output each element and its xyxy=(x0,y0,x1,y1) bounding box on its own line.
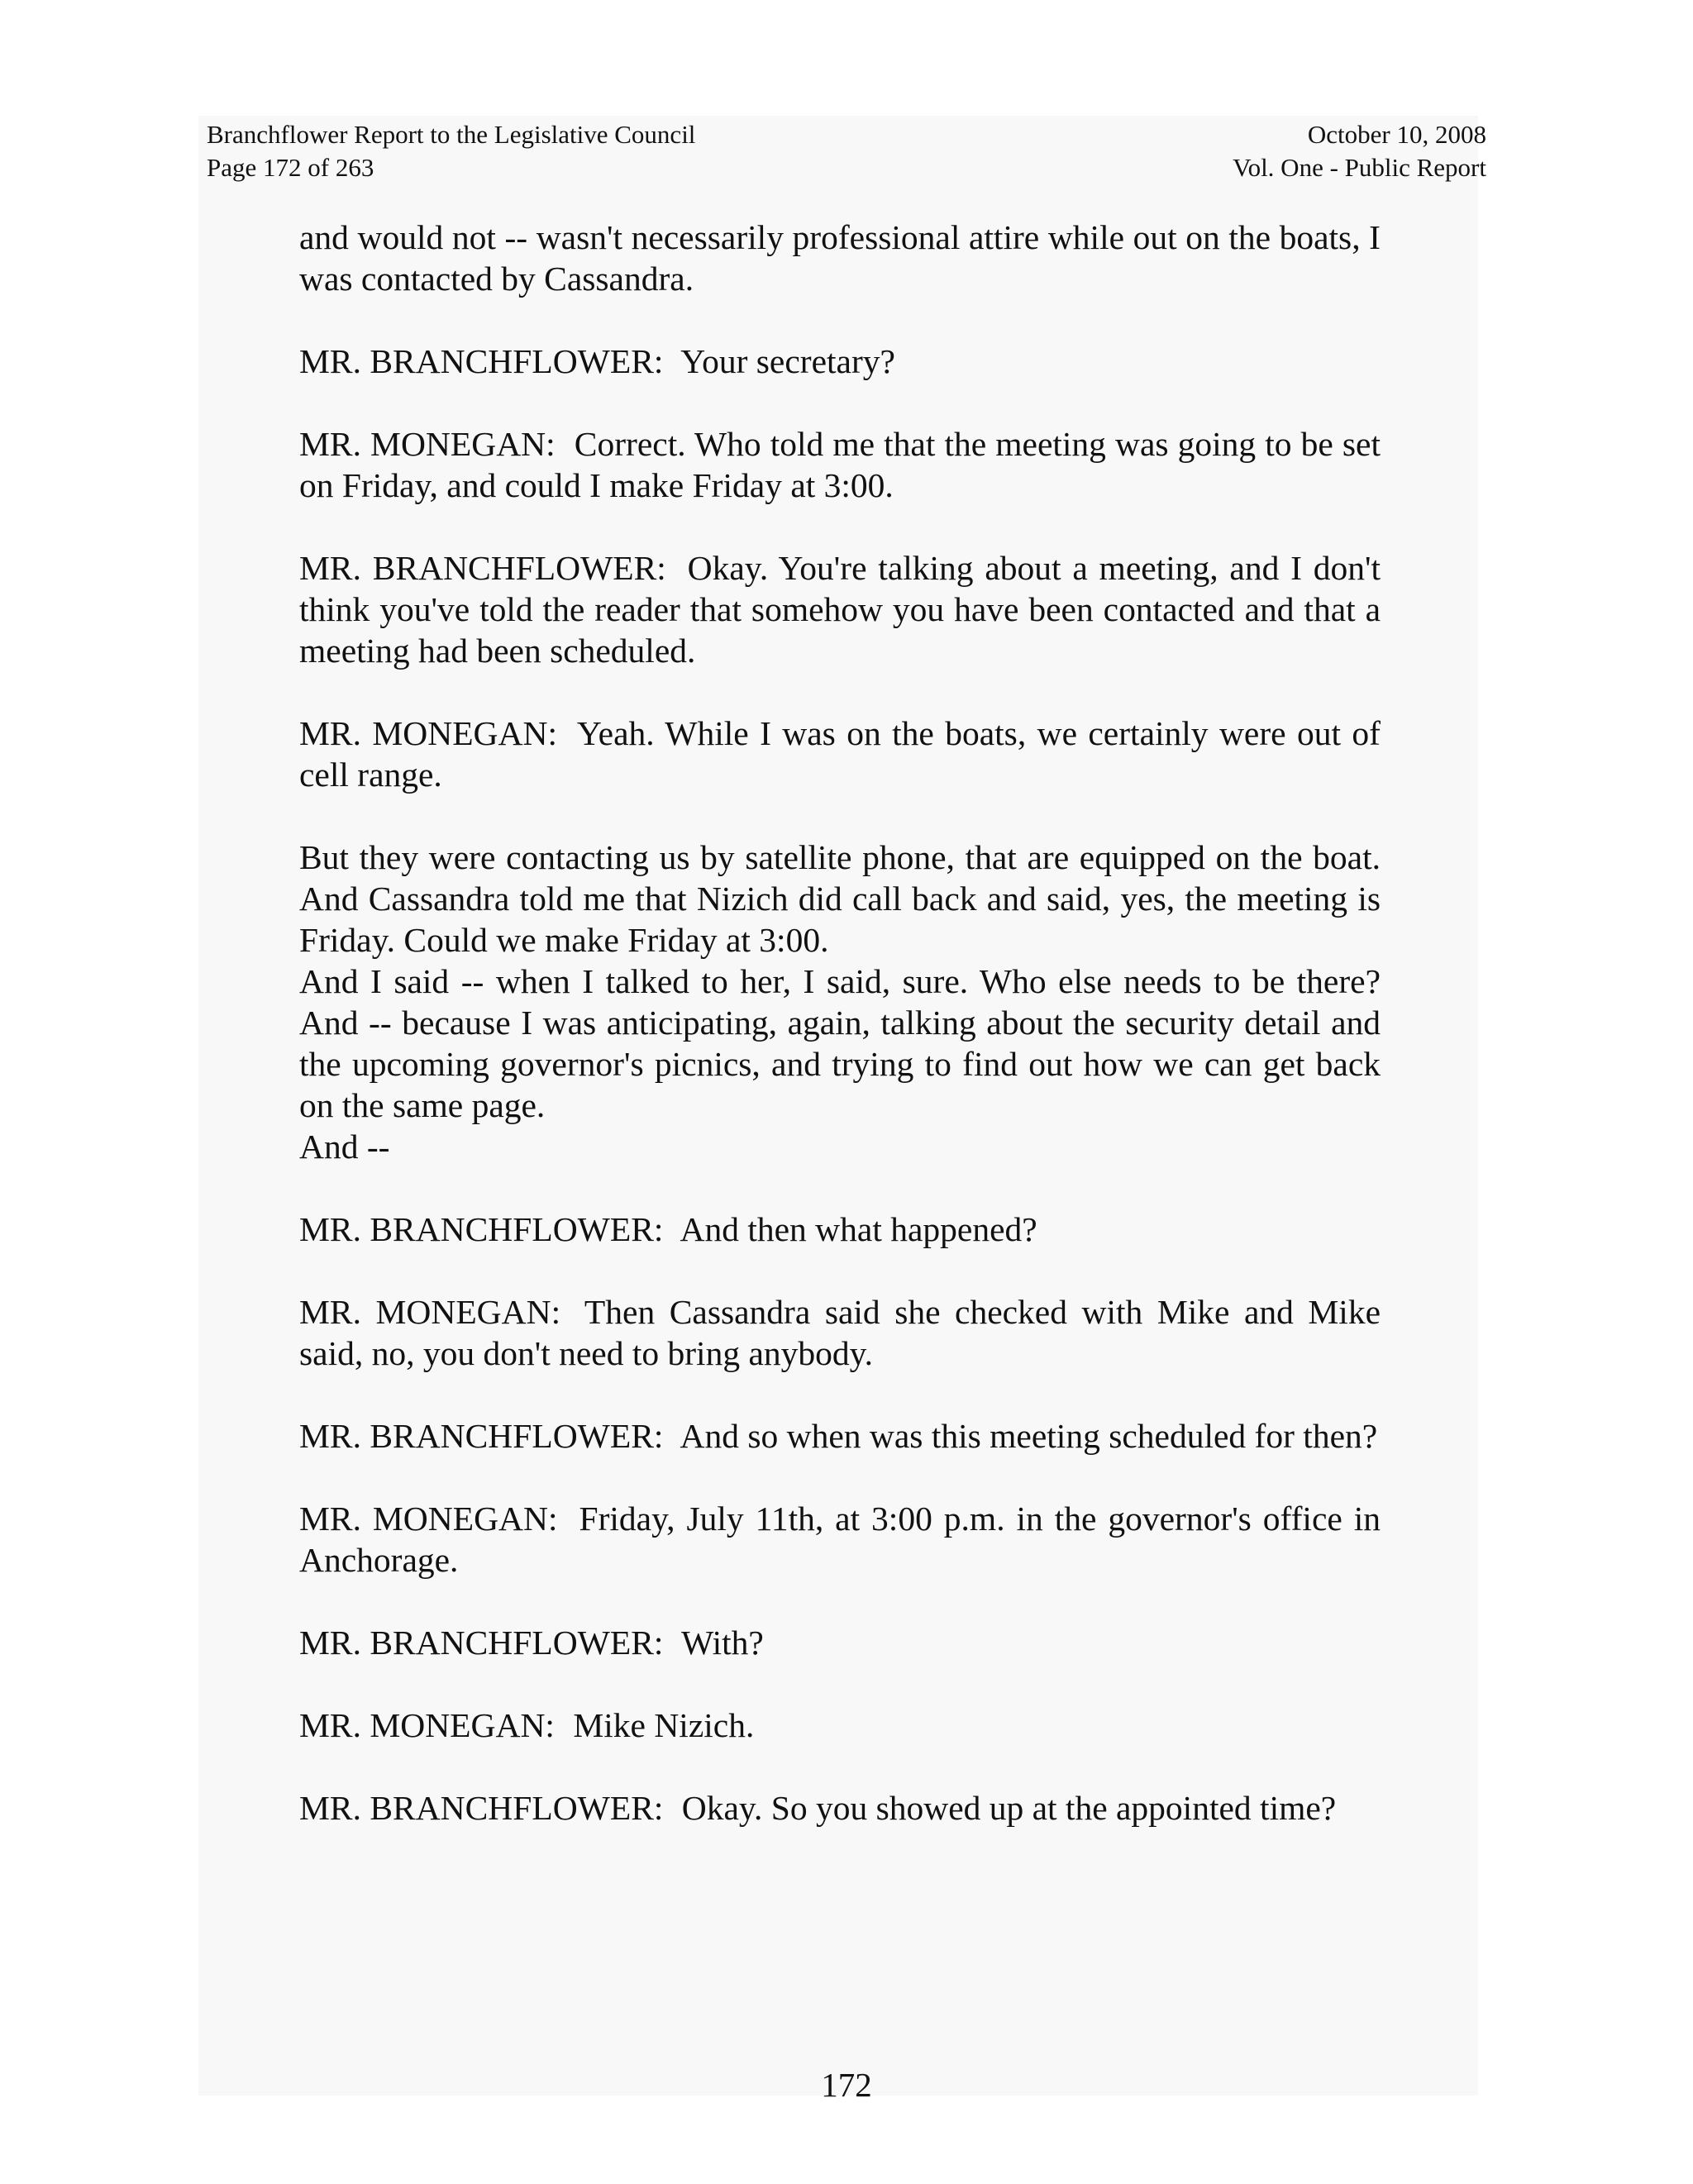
paragraph-text: Okay. So you showed up at the appointed time? xyxy=(681,1789,1337,1827)
transcript-paragraph xyxy=(299,547,1381,671)
transcript-paragraph xyxy=(299,837,1381,961)
transcript-paragraph xyxy=(299,1705,1381,1746)
transcript-paragraph xyxy=(299,1126,1381,1167)
paragraph-text: Then Cassandra said she checked with Mike and Mike said, no, you don't need to bring anybody. xyxy=(299,1293,1381,1372)
page-number: 172 xyxy=(821,2066,872,2104)
speaker-label: MR. MONEGAN: xyxy=(299,1706,555,1744)
speaker-label: MR. MONEGAN: xyxy=(299,1293,561,1331)
speaker-label: MR. BRANCHFLOWER: xyxy=(299,1210,664,1248)
paragraph-text: And -- xyxy=(299,1128,390,1166)
paragraph-text: Okay. You're talking about a meeting, and I don't think you've told the reader that somehow you have been contacted and that a meeting had been scheduled. xyxy=(299,549,1381,670)
speaker-label: MR. BRANCHFLOWER: xyxy=(299,1789,664,1827)
transcript-paragraph xyxy=(299,1209,1381,1250)
speaker-label: MR. BRANCHFLOWER: xyxy=(299,1624,664,1662)
speaker-label: MR. MONEGAN: xyxy=(299,714,557,752)
speaker-label: MR. MONEGAN: xyxy=(299,425,556,463)
transcript-paragraph xyxy=(299,217,1381,299)
speaker-label: MR. BRANCHFLOWER: xyxy=(299,1417,664,1455)
transcript-paragraph xyxy=(299,341,1381,382)
paragraph-text: But they were contacting us by satellite phone, that are equipped on the boat. And Cassandra told me that Nizich did call back and said, yes, the meeting is Friday. Could we make Friday at 3:00. xyxy=(299,838,1381,959)
paragraph-text: Mike Nizich. xyxy=(573,1706,755,1744)
transcript-paragraph xyxy=(299,1291,1381,1374)
transcript-paragraph xyxy=(299,1415,1381,1457)
transcript-paragraph xyxy=(299,1498,1381,1581)
header-right xyxy=(1233,118,1486,184)
paragraph-text: Your secretary? xyxy=(680,342,895,380)
speaker-label: MR. MONEGAN: xyxy=(299,1500,558,1538)
transcript-paragraph xyxy=(299,713,1381,795)
paragraph-text: And so when was this meeting scheduled for then? xyxy=(680,1417,1378,1455)
paragraph-text: And then what happened? xyxy=(680,1210,1037,1248)
paragraph-text: and would not -- wasn't necessarily professional attire while out on the boats, I was contacted by Cassandra. xyxy=(299,218,1381,298)
paragraph-text: Yeah. While I was on the boats, we certainly were out of cell range. xyxy=(299,714,1381,794)
paragraph-text: With? xyxy=(681,1624,764,1662)
speaker-label: MR. BRANCHFLOWER: xyxy=(299,342,664,380)
transcript-paragraph xyxy=(299,1622,1381,1663)
report-date: October 10, 2008 xyxy=(1307,120,1486,149)
paragraph-text: Friday, July 11th, at 3:00 p.m. in the governor's office in Anchorage. xyxy=(299,1500,1381,1579)
transcript-paragraph xyxy=(299,961,1381,1126)
header-left xyxy=(207,118,695,184)
paragraph-text: And I said -- when I talked to her, I said, sure. Who else needs to be there? And -- because I was anticipating, again, talking about the security detail and the upcoming governor's picnics, and trying to find out how we can get back on the same page. xyxy=(299,962,1381,1124)
transcript-paragraph xyxy=(299,423,1381,506)
volume-label: Vol. One - Public Report xyxy=(1233,153,1486,182)
paragraph-text: Correct. Who told me that the meeting was going to be set on Friday, and could I make Friday at 3:00. xyxy=(299,425,1381,504)
speaker-label: MR. BRANCHFLOWER: xyxy=(299,549,666,587)
report-title: Branchflower Report to the Legislative Council xyxy=(207,120,696,149)
page-count: Page 172 of 263 xyxy=(207,153,374,182)
transcript-body xyxy=(299,217,1381,1870)
transcript-paragraph xyxy=(299,1787,1381,1829)
